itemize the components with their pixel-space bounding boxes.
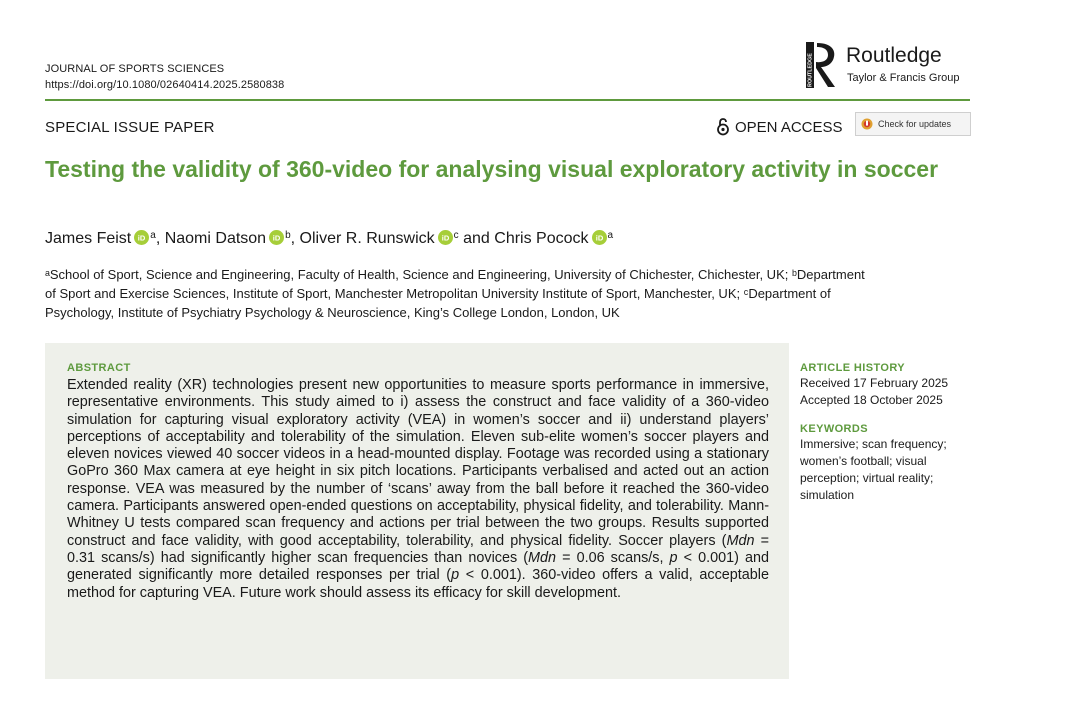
- author-affiliation-mark: a: [150, 230, 156, 241]
- journal-header: [45, 61, 284, 93]
- orcid-icon[interactable]: [269, 230, 284, 245]
- header-divider: [45, 99, 970, 101]
- author-affiliation-mark: b: [285, 230, 291, 241]
- orcid-icon[interactable]: [592, 230, 607, 245]
- author-separator: ,: [155, 230, 165, 247]
- open-access-badge[interactable]: [716, 116, 843, 138]
- publisher-name: Routledge: [846, 44, 942, 67]
- svg-text:iD: iD: [272, 233, 281, 243]
- accepted-date: Accepted 18 October 2025: [800, 393, 943, 407]
- doi-link[interactable]: https://doi.org/10.1080/02640414.2025.2580838: [45, 79, 285, 91]
- article-history-heading: ARTICLE HISTORY: [800, 362, 906, 374]
- orcid-icon[interactable]: [134, 230, 149, 245]
- author-affiliation-mark: c: [453, 230, 459, 241]
- abstract-heading: ABSTRACT: [67, 362, 131, 374]
- affiliation-line: Psychology, Institute of Psychiatry Psychology & Neuroscience, King’s College London, London, UK: [45, 305, 620, 320]
- crossmark-icon: [861, 118, 873, 130]
- author-name[interactable]: Chris Pocock: [494, 230, 589, 247]
- affiliation-line: ᵃSchool of Sport, Science and Engineering, Faculty of Health, Science and Engineering, University of Chichester, Chichester, UK; ᵇDepartment: [45, 267, 865, 282]
- svg-text:ROUTLEDGE: ROUTLEDGE: [807, 53, 814, 87]
- routledge-logo-icon: [806, 41, 840, 89]
- open-access-lock-icon: [716, 118, 730, 136]
- article-info-sidebar: [800, 361, 975, 504]
- author-name[interactable]: Naomi Datson: [164, 230, 267, 247]
- article-title: Testing the validity of 360-video for analysing visual exploratory activity in soccer: [45, 156, 939, 182]
- check-for-updates-label: Check for updates: [878, 119, 952, 129]
- keywords-heading: KEYWORDS: [800, 423, 868, 435]
- abstract-text: [67, 377, 769, 602]
- received-date: Received 17 February 2025: [800, 376, 949, 390]
- author-name[interactable]: James Feist: [45, 230, 132, 247]
- author-name[interactable]: Oliver R. Runswick: [299, 230, 435, 247]
- abstract-panel: [45, 343, 789, 679]
- orcid-icon[interactable]: [438, 230, 453, 245]
- open-access-label: OPEN ACCESS: [735, 118, 843, 136]
- svg-text:iD: iD: [441, 233, 449, 243]
- keywords-list: Immersive; scan frequency; women’s football; visual perception; virtual reality; simulation: [800, 437, 947, 502]
- author-separator: and: [458, 230, 495, 247]
- svg-text:iD: iD: [138, 233, 146, 243]
- svg-text:iD: iD: [595, 233, 603, 243]
- paper-type: SPECIAL ISSUE PAPER: [45, 119, 215, 136]
- publisher-logo: [806, 41, 976, 89]
- abstract-paragraph: Extended reality (XR) technologies present new opportunities to measure sports performance in immersive, representative environments. This study aimed to i) assess the construct and face validity of a 360-video simulation for capturing visual exploratory activity (VEA) in women’s soccer and ii) understand players’ perceptions of acceptability and tolerability of the simulation. Eleven sub-elite women’s soccer players and eleven novices viewed 40 soccer videos in a head-mounted display. Footage was recorded using a stationary GoPro 360 Max camera at eye height in six pitch locations. Participants verbalised and acted out an action response. VEA was measured by the number of ‘scans’ away from the ball before it reached the 360-video camera. Participants answered open-ended questions on acceptability, physical fidelity, and tolerability. Mann-Whitney U tests compared scan frequency and actions per trial between the two groups. Results supported construct and face validity, with good acceptability, tolerability, and physical fidelity. Soccer players (Mdn = 0.31 scans/s) had significantly higher scan frequencies than novices (Mdn = 0.06 scans/s, p < 0.001) and generated significantly more detailed responses per trial (p < 0.001). 360-video offers a valid, acceptable method for capturing VEA. Future work should assess its efficacy for skill development.: [67, 377, 770, 601]
- affiliations: [45, 265, 975, 322]
- publisher-subtitle: Taylor & Francis Group: [847, 72, 960, 84]
- affiliation-line: of Sport and Exercise Sciences, Institute of Sport, Manchester Metropolitan University Institute of Sport, Manchester, UK; ᶜDepartment of: [45, 286, 831, 301]
- check-for-updates-button[interactable]: [855, 112, 971, 136]
- author-list: [45, 228, 613, 250]
- journal-name: JOURNAL OF SPORTS SCIENCES: [45, 63, 225, 75]
- author-affiliation-mark: a: [607, 230, 614, 241]
- author-separator: ,: [290, 230, 300, 247]
